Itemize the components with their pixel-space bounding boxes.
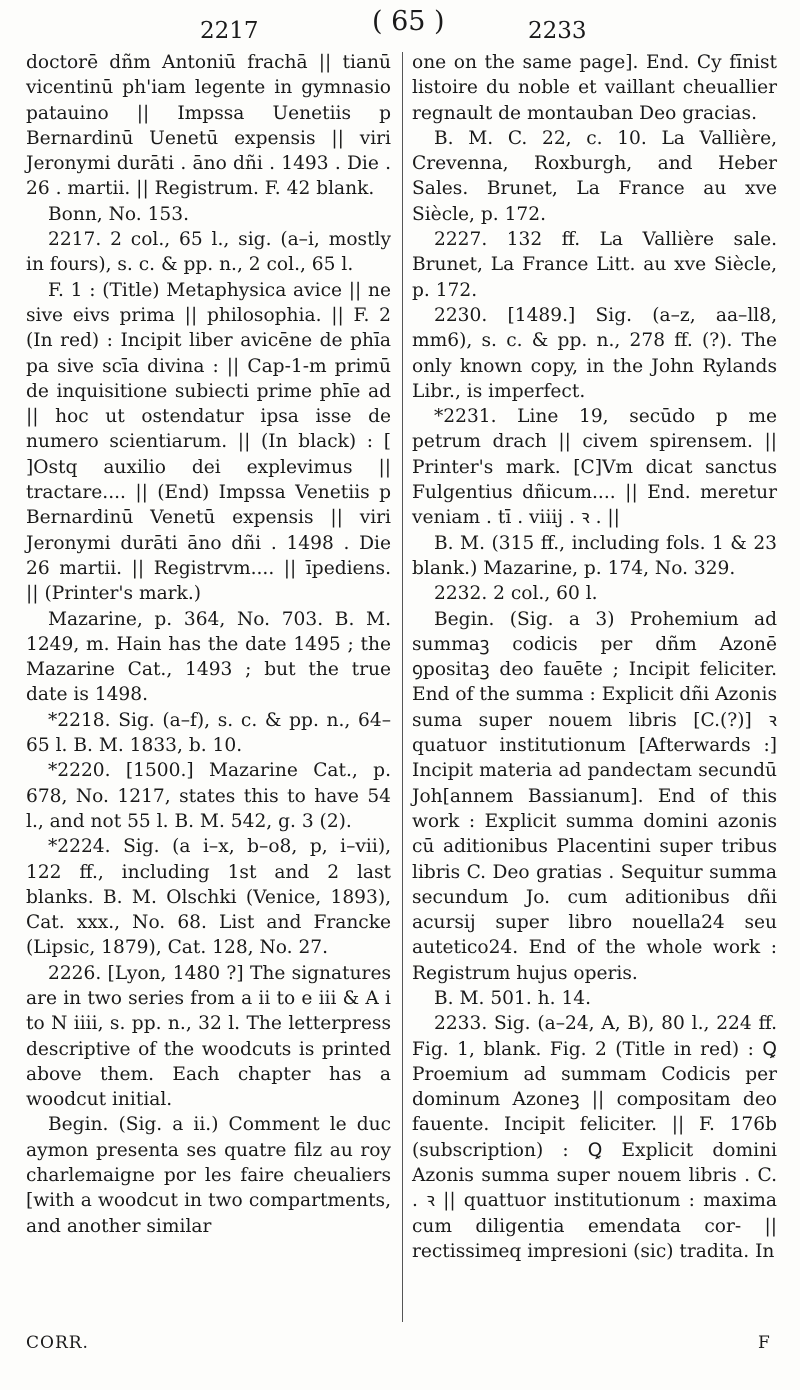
right-paragraph: 2232. 2 col., 60 l. bbox=[434, 583, 598, 605]
left-paragraph: F. 1 : (Title) Metaphysica avice || ne sive eivs prima || philosophia. || F. 2 (In red) : Incipit liber avicēne de phīa pa sive scīa divina : || Cap-1-m primū de inquisitione subiecti prime phīe ad || hoc ut ostendatur ipsa isse de numero scientiarum. || (In black) : [ ]Ostq auxilio dei explevimus || tractare.... || (End) Impssa Venetiis p Bernardinū Venetū expensis || viri Jeronymi durāti āno dñi . 1498 . Die 26 martii. || Registrvm.... || īpediens. || (Printer's mark.) bbox=[26, 279, 391, 605]
left-column bbox=[26, 50, 391, 1239]
left-paragraph: *2220. [1500.] Mazarine Cat., p. 678, No. 1217, states this to have 54 l., and not 55 l. B. M. 542, g. 3 (2). bbox=[26, 760, 391, 832]
column-divider bbox=[402, 52, 403, 1322]
right-paragraph: 2227. 132 ff. La Vallière sale. Brunet, La France Litt. au xve Siècle, p. 172. bbox=[412, 229, 777, 301]
right-paragraph: *2231. Line 19, secūdo p me petrum drach || civem spirensem. || Printer's mark. [C]Vm dicat sanctus Fulgentius dñicum.... || End. meretur veniam . tī . viiij . ꝛ . || bbox=[412, 406, 777, 529]
right-paragraph: B. M. C. 22, c. 10. La Vallière, Crevenna, Roxburgh, and Heber Sales. Brunet, La France au xve Siècle, p. 172. bbox=[412, 127, 777, 225]
right-paragraph: B. M. 501. h. 14. bbox=[434, 987, 592, 1009]
signature-mark-left: CORR. bbox=[26, 1333, 89, 1353]
left-paragraph: Begin. (Sig. a ii.) Comment le duc aymon presenta ses quatre filz au roy charlemaigne por les faire cheualiers [with a woodcut in two compartments, and another similar bbox=[26, 1114, 391, 1237]
left-paragraph: 2217. 2 col., 65 l., sig. (a–i, mostly in fours), s. c. & pp. n., 2 col., 65 l. bbox=[26, 229, 391, 276]
right-paragraph: Begin. (Sig. a 3) Prohemium ad summaꝫ codicis per dñm Azonē ꝯpositaꝫ deo fauēte ; Incipit feliciter. End of the summa : Explicit dñi Azonis suma super nouem libris [C.(?)] ꝛ quatuor institutionum [Afterwards :] Incipit materia ad pandectam secundū Joh[annem Bassianum]. End of this work : Explicit summa domini azonis cū aditionibus Placentini super tribus libris C. Deo gratias . Sequitur summa secundum Jo. cum aditionibus dñi acursij super libro nouella24 seu autetico24. End of the whole work : Registrum hujus operis. bbox=[412, 608, 777, 984]
right-paragraph: 2230. [1489.] Sig. (a–z, aa–ll8, mm6), s. c. & pp. n., 278 ff. (?). The only known copy, in the John Rylands Libr., is imperfect. bbox=[412, 304, 777, 402]
right-paragraph: 2233. Sig. (a–24, A, B), 80 l., 224 ff. Fig. 1, blank. Fig. 2 (Title in red) : Ꝗ Proemium ad summam Codicis per dominum Azoneꝫ || compositam deo fauente. Incipit feliciter. || F. 176b (subscription) : Ꝗ Explicit domini Azonis summa super nouem libris . C. . ꝛ || quattuor institutionum : maxima cum diligentia emendata cor- || rectissimeq impresioni (sic) tradita. In bbox=[412, 1013, 777, 1262]
left-paragraph: 2226. [Lyon, 1480 ?] The signatures are in two series from a ii to e iii & A i to N iiii, s. pp. n., 32 l. The letterpress descriptive of the woodcuts is printed above them. Each chapter has a woodcut initial. bbox=[26, 962, 391, 1111]
header-left-entry-number: 2217 bbox=[200, 18, 259, 44]
right-column bbox=[412, 50, 777, 1264]
running-header bbox=[0, 6, 800, 46]
left-paragraph: doctorē dñm Antoniū frachā || tianū vicentinū ph'iam legente in gymnasio patauino || Impssa Uenetiis p Bernardinū Uenetū expensis || viri Jeronymi durāti . āno dñi . 1493 . Die . 26 . martii. || Registrum. F. 42 blank. bbox=[26, 52, 391, 200]
left-paragraph: Mazarine, p. 364, No. 703. B. M. 1249, m. Hain has the date 1495 ; the Mazarine Cat., 1493 ; but the true date is 1498. bbox=[26, 608, 391, 706]
left-paragraph: *2224. Sig. (a i–x, b–o8, p, i–vii), 122 ff., including 1st and 2 last blanks. B. M. Olschki (Venice, 1893), Cat. xxx., No. 68. List and Francke (Lipsic, 1879), Cat. 128, No. 27. bbox=[26, 836, 391, 959]
left-paragraph: Bonn, No. 153. bbox=[48, 203, 189, 225]
right-paragraph: one on the same page]. End. Cy fīnist listoire du noble et vaillant cheuallier regnault de montauban Deo gracias. bbox=[412, 52, 777, 124]
page-number: ( 65 ) bbox=[372, 6, 445, 37]
left-paragraph: *2218. Sig. (a–f), s. c. & pp. n., 64–65 l. B. M. 1833, b. 10. bbox=[26, 709, 391, 757]
signature-mark-right: F bbox=[758, 1333, 770, 1353]
right-paragraph: B. M. (315 ff., including fols. 1 & 23 blank.) Mazarine, p. 174, No. 329. bbox=[412, 532, 777, 579]
header-right-entry-number: 2233 bbox=[528, 18, 587, 44]
